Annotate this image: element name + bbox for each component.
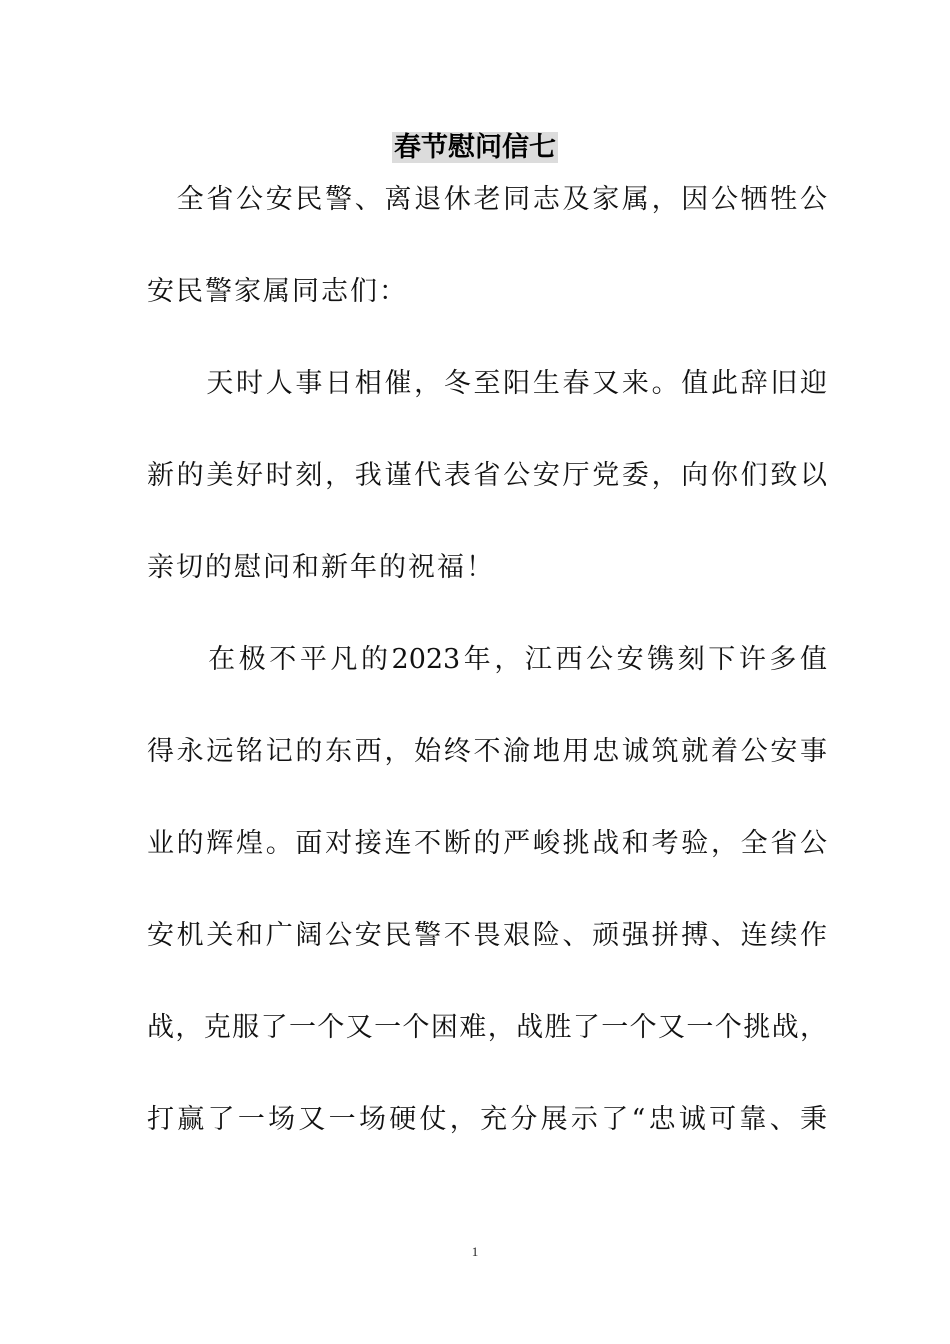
body-line: 打赢了一场又一场硬仗，充分展示了“忠诚可靠、秉 [147,1104,827,1135]
body-line: 业的辉煌。面对接连不断的严峻挑战和考验，全省公 [147,828,827,859]
body-line: 安机关和广阔公安民警不畏艰险、顽强拼搏、连续作 [147,920,827,951]
body-line: 得永远铭记的东西，始终不渝地用忠诚筑就着公安事 [147,736,827,767]
body-line: 亲切的慰问和新年的祝福！ [147,552,495,583]
body-line: 天时人事日相催，冬至阳生春又来。值此辞旧迎 [147,368,827,399]
body-line: 在极不平凡的2023年，江西公安镌刻下许多值 [147,644,827,675]
document-title-text: 春节慰问信七 [394,132,556,163]
body-line: 安民警家属同志们： [147,276,408,307]
body-line: 新的美好时刻，我谨代表省公安厅党委，向你们致以 [147,460,827,491]
body-line: 全省公安民警、离退休老同志及家属，因公牺牲公 [147,184,827,215]
page-number: 1 [471,1244,479,1259]
body-line: 战，克服了一个又一个困难，战胜了一个又一个挑战， [147,1012,827,1043]
document-title [0,128,950,168]
